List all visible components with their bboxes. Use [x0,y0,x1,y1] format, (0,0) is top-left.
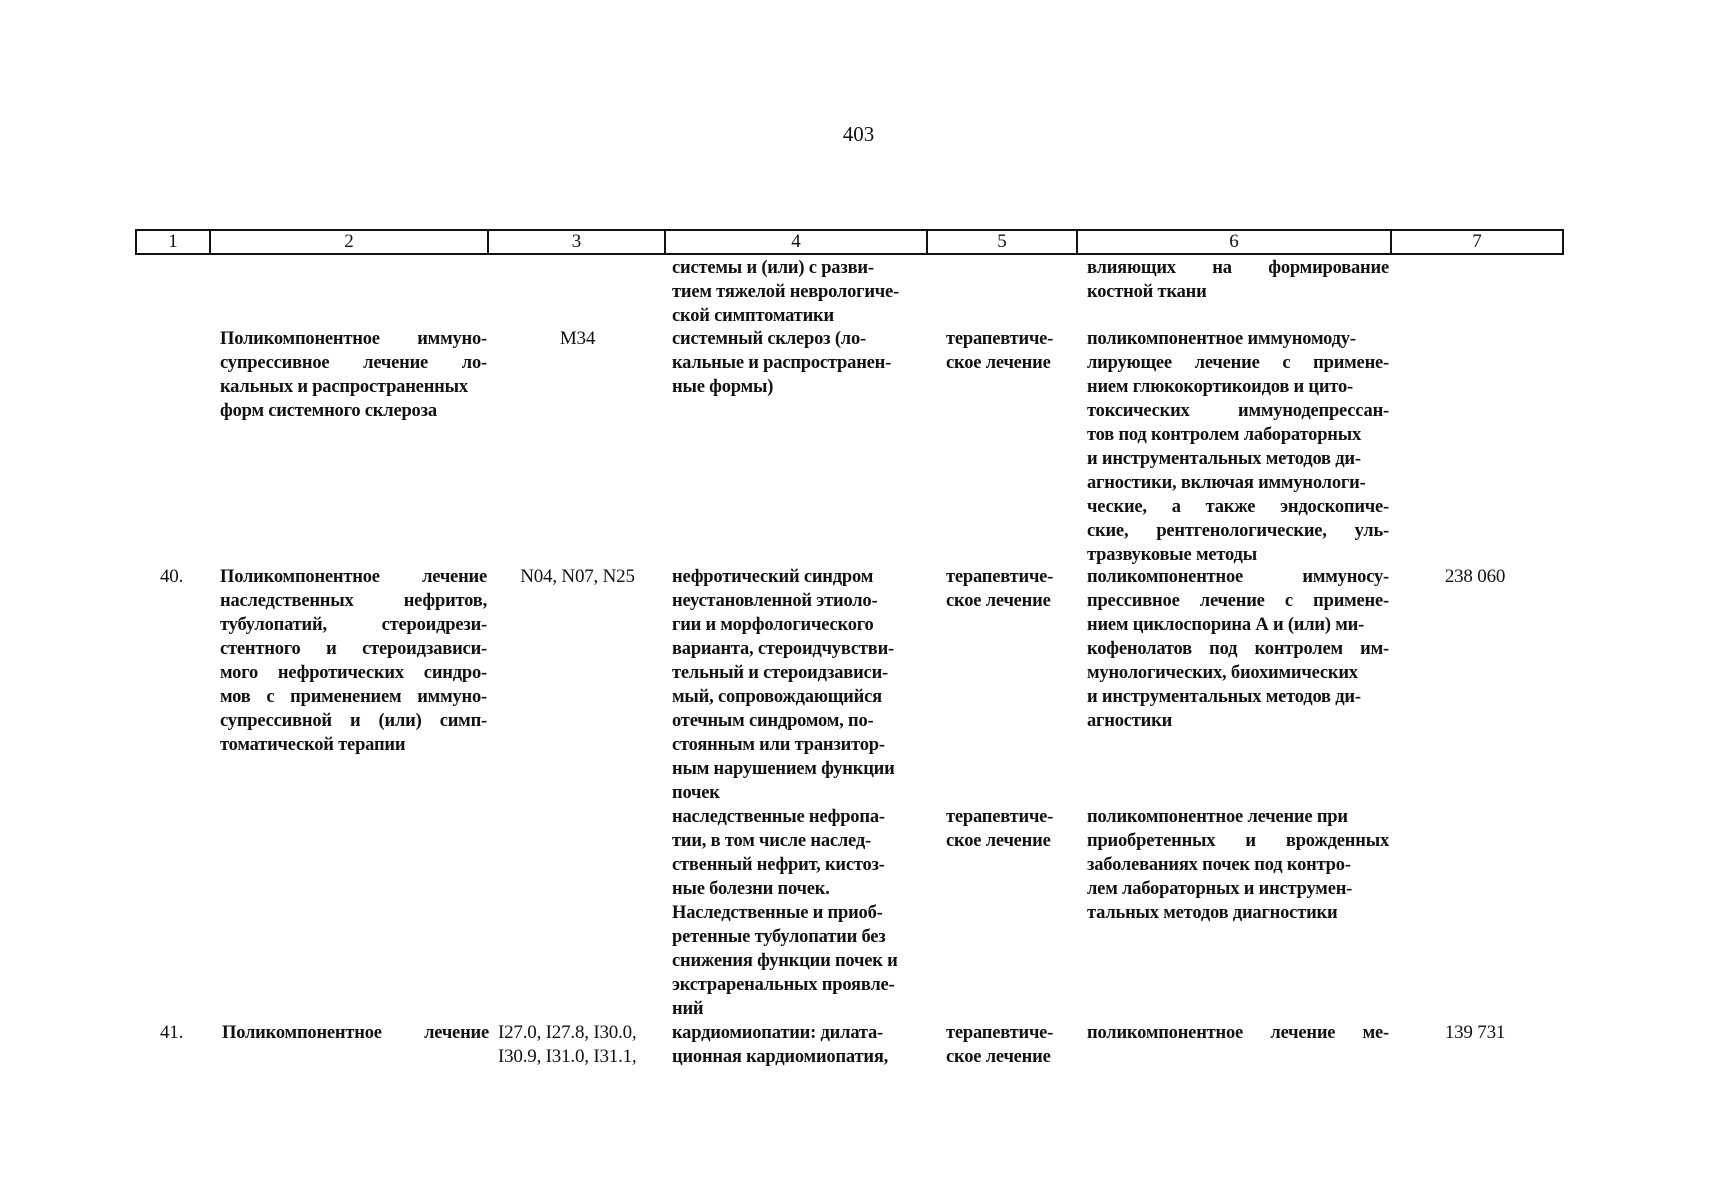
row-41-description: Поликомпонентное лечение [222,1023,489,1043]
header-col-3: 3 [489,231,666,253]
row-40b-method: поликомпонентное лечение при приобретенных и врожденных заболеваниях почек под контро- лем лабораторных и инструмен- тальных методов диагностики [1087,807,1389,923]
continuation-col4: системы и (или) с разви- тием тяжелой неврологиче- ской симптоматики [672,258,899,326]
row-40-treatment-type: терапевтиче- ское лечение [946,567,1054,611]
row-41-treatment-type: терапевтиче- ское лечение [946,1023,1054,1067]
row-m34-diagnosis: системный склероз (ло- кальные и распространен- ные формы) [672,329,892,397]
row-40b-treatment-type: терапевтиче- ское лечение [946,807,1054,851]
row-41-codes: I27.0, I27.8, I30.0, I30.9, I31.0, I31.1, [498,1022,637,1067]
header-col-1: 1 [137,231,211,253]
row-40-cost: 238 060 [1444,566,1506,587]
row-40-method: поликомпонентное иммуносу- прессивное лечение с примене- нием циклоспорина А и (или) ми- кофенолатов под контролем им- мунологических, биохимических и инструментальных методов ди- агностики [1087,567,1389,731]
header-col-6: 6 [1078,231,1392,253]
header-col-7: 7 [1472,231,1482,252]
row-41-diagnosis: кардиомиопатии: дилата- ционная кардиомиопатия, [672,1023,889,1067]
row-40-diagnosis: нефротический синдром неустановленной этиоло- гии и морфологического варианта, стероидчувстви- тельный и стероидзависи- мый, сопровождающийся отечным синдромом, по- стоянным или транзитор- ным нарушением функции почек [672,567,895,803]
row-41-number: 41. [160,1022,184,1043]
row-40-description: Поликомпонентное лечение наследственных нефритов, тубулопатий, стероидрези- стентного и стероидзависи- мого нефротических синдро- мов с применением иммуно- супрессивной и (или) симп- томатической терапии [220,567,487,755]
page-number: 403 [842,122,875,146]
row-41-method: поликомпонентное лечение ме- [1087,1023,1389,1043]
header-col-2: 2 [211,231,489,253]
row-m34-description: Поликомпонентное иммуно- супрессивное лечение ло- кальных и распространенных форм системного склероза [220,329,487,421]
header-col-4: 4 [666,231,928,253]
row-m34-treatment-type: терапевтиче- ское лечение [946,329,1054,373]
row-41-cost: 139 731 [1444,1022,1506,1043]
header-col-5: 5 [928,231,1078,253]
row-40b-diagnosis: наследственные нефропа- тии, в том числе наслед- ственный нефрит, кистоз- ные болезни почек. Наследственные и приоб- ретенные тубулопатии без снижения функции почек и экстраренальных проявле- ний [672,807,898,1019]
row-m34-code: M34 [559,328,596,349]
row-40-number: 40. [160,566,184,587]
continuation-col6: влияющих на формирование костной ткани [1087,258,1389,302]
table-header-row [135,229,1564,255]
row-m34-method: поликомпонентное иммуномоду- лирующее лечение с примене- нием глюкокортикоидов и цито- токсических иммунодепрессан- тов под контролем лабораторных и инструментальных методов ди- агностики, включая иммунологи- ческие, а также эндоскопиче- ские, рентгенологические, уль- тразвуковые методы [1087,329,1389,565]
row-40-codes: N04, N07, N25 [520,566,635,587]
